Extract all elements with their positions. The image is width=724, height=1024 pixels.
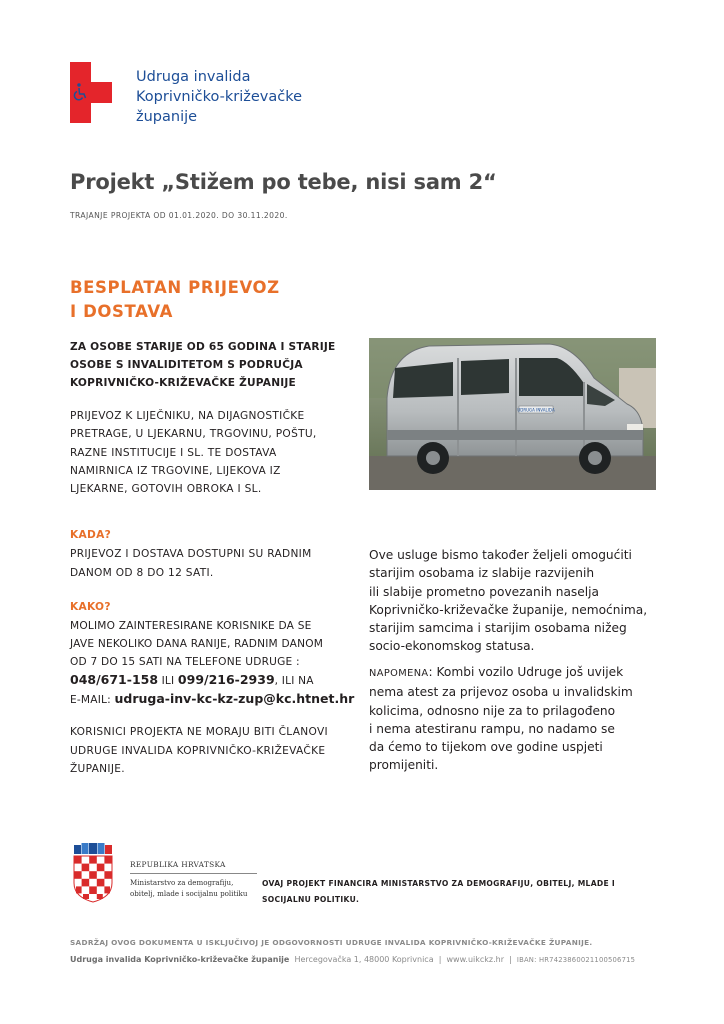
financing-statement: OVAJ PROJEKT FINANCIRA MINISTARSTVO ZA DEMOGRAFIJU, OBITELJ, MLADE I SOCIJALNU POLITIKU. [262, 879, 616, 904]
van-photo [369, 338, 656, 490]
note-text: NAPOMENA: Kombi vozilo Udruge još uvijek nema atest za prijevoz osoba u invalidskim kolicima, odnosno nije za to prilagođeno i nema atestiranu rampu, no nadamo se da ćemo to tijekom ove godine uspjeti promijeniti. [369, 665, 633, 773]
republic-name: REPUBLIKA HRVATSKA [130, 860, 226, 869]
organization-logo [70, 62, 112, 123]
phone-number-mobile[interactable]: 099/216-2939 [177, 672, 275, 687]
contact-address: Hercegovačka 1, 48000 Koprivnica [294, 955, 434, 964]
disclaimer: SADRŽAJ OVOG DOKUMENTA U ISKLJUČIVOJ JE ODGOVORNOSTI UDRUGE INVALIDA KOPRIVNIČKO-KRIŽEVAČKE ŽUPANIJE. [70, 938, 593, 947]
note-label: NAPOMENA [369, 668, 429, 679]
when-label: KADA? [70, 529, 112, 541]
how-text: MOLIMO ZAINTERESIRANE KORISNIKE DA SE JAVE NEKOLIKO DANA RANIJE, RADNIM DANOM OD 7 DO 15 SATI NA TELEFONE UDRUGE : 048/671-158 ILI 099/216-2939, ILI NA E-MAIL: udruga-inv-kc-kz-zup@kc.htnet.hr [70, 620, 355, 706]
ministry-name: Ministarstvo za demografiju, obitelj, mlade i socijalnu politiku [130, 878, 248, 898]
services-text: PRIJEVOZ K LIJEČNIKU, NA DIJAGNOSTIČKE PRETRAGE, U LJEKARNU, TRGOVINU, POŠTU, RAZNE INSTITUCIJE I SL. TE DOSTAVA NAMIRNICA IZ TRGOVINE, LIJEKOVA IZ LJEKARNE, GOTOVIH OBROKA I SL. [70, 410, 317, 496]
org-name-line: županije [136, 109, 198, 125]
target-group-text: ZA OSOBE STARIJE OD 65 GODINA I STARIJE OSOBE S INVALIDITETOM S PODRUČJA KOPRIVNIČKO-KRIŽEVAČKE ŽUPANIJE [70, 341, 336, 389]
additional-services-text: Ove usluge bismo također željeli omogućiti starijim osobama iz slabije razvijenih ili slabije prometno povezanih naselja Koprivničko-križevačke županije, nemoćnima, starijim samcima i starijim osobama nižeg socio-ekonomskog statusa. [369, 548, 648, 654]
headline-line: I DOSTAVA [70, 302, 173, 321]
email-link[interactable]: udruga-inv-kc-kz-zup@kc.htnet.hr [114, 691, 355, 706]
contact-line: Udruga invalida Koprivničko-križevačke županije Hercegovačka 1, 48000 Koprivnica | www.uikckz.hr | IBAN: HR7423860021100506715 [70, 955, 636, 964]
headline-line: BESPLATAN PRIJEVOZ [70, 278, 280, 297]
contact-org: Udruga invalida Koprivničko-križevačke županije [70, 955, 290, 964]
membership-note: KORISNICI PROJEKTA NE MORAJU BITI ČLANOVI UDRUGE INVALIDA KOPRIVNIČKO-KRIŽEVAČKE ŽUPANIJE. [70, 726, 328, 775]
website-link[interactable]: www.uikckz.hr [446, 955, 504, 964]
phone-number-landline[interactable]: 048/671-158 [70, 672, 159, 687]
when-text: PRIJEVOZ I DOSTAVA DOSTUPNI SU RADNIM DANOM OD 8 DO 12 SATI. [70, 548, 312, 579]
org-name-line: Udruga invalida [136, 69, 251, 85]
divider [130, 873, 257, 874]
org-name-line: Koprivničko-križevačke [136, 89, 303, 105]
van-sticker-text: UDRUGA INVALIDA [517, 407, 555, 413]
organization-name [136, 67, 376, 127]
how-label: KAKO? [70, 601, 111, 613]
croatian-coat-of-arms-icon [70, 843, 116, 903]
project-title: Projekt „Stižem po tebe, nisi sam 2“ [70, 170, 497, 194]
headline [70, 276, 280, 324]
iban: IBAN: HR7423860021100506715 [516, 956, 636, 964]
project-duration: TRAJANJE PROJEKTA OD 01.01.2020. DO 30.11.2020. [70, 211, 288, 220]
